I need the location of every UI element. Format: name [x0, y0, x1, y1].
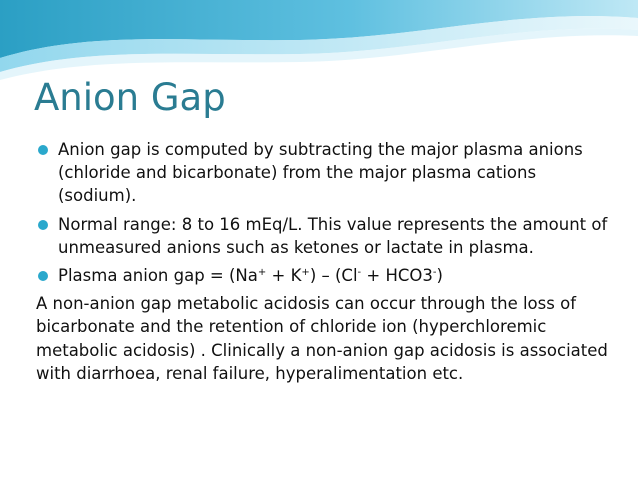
bullet-text: Normal range: 8 to 16 mEq/L. This value represents the amount of unmeasured anions such as ketones or lactate in plasma.	[58, 214, 608, 257]
bullet-item-normal-range	[36, 213, 612, 259]
bullet-list	[36, 138, 612, 287]
bullet-text: Anion gap is computed by subtracting the major plasma anions (chloride and bicarbonate) from the major plasma cations (sodium).	[58, 140, 583, 206]
bullet-dot-icon	[38, 220, 48, 230]
bullet-dot-icon	[38, 145, 48, 155]
slide-title: Anion Gap	[34, 76, 226, 119]
bullet-dot-icon	[38, 271, 48, 281]
slide-content	[36, 138, 612, 385]
bullet-item-anion-gap-definition	[36, 138, 612, 208]
body-paragraph: A non-anion gap metabolic acidosis can occur through the loss of bicarbonate and the retention of chloride ion (hyperchloremic metabolic acidosis) . Clinically a non-anion gap acidosis is associated with diarrhoea, renal failure, hyperalimentation etc.	[36, 294, 608, 383]
bullet-item-formula	[36, 264, 612, 287]
formula-text: Plasma anion gap = (Na+ + K+) – (Cl- + HCO3-)	[58, 266, 443, 286]
